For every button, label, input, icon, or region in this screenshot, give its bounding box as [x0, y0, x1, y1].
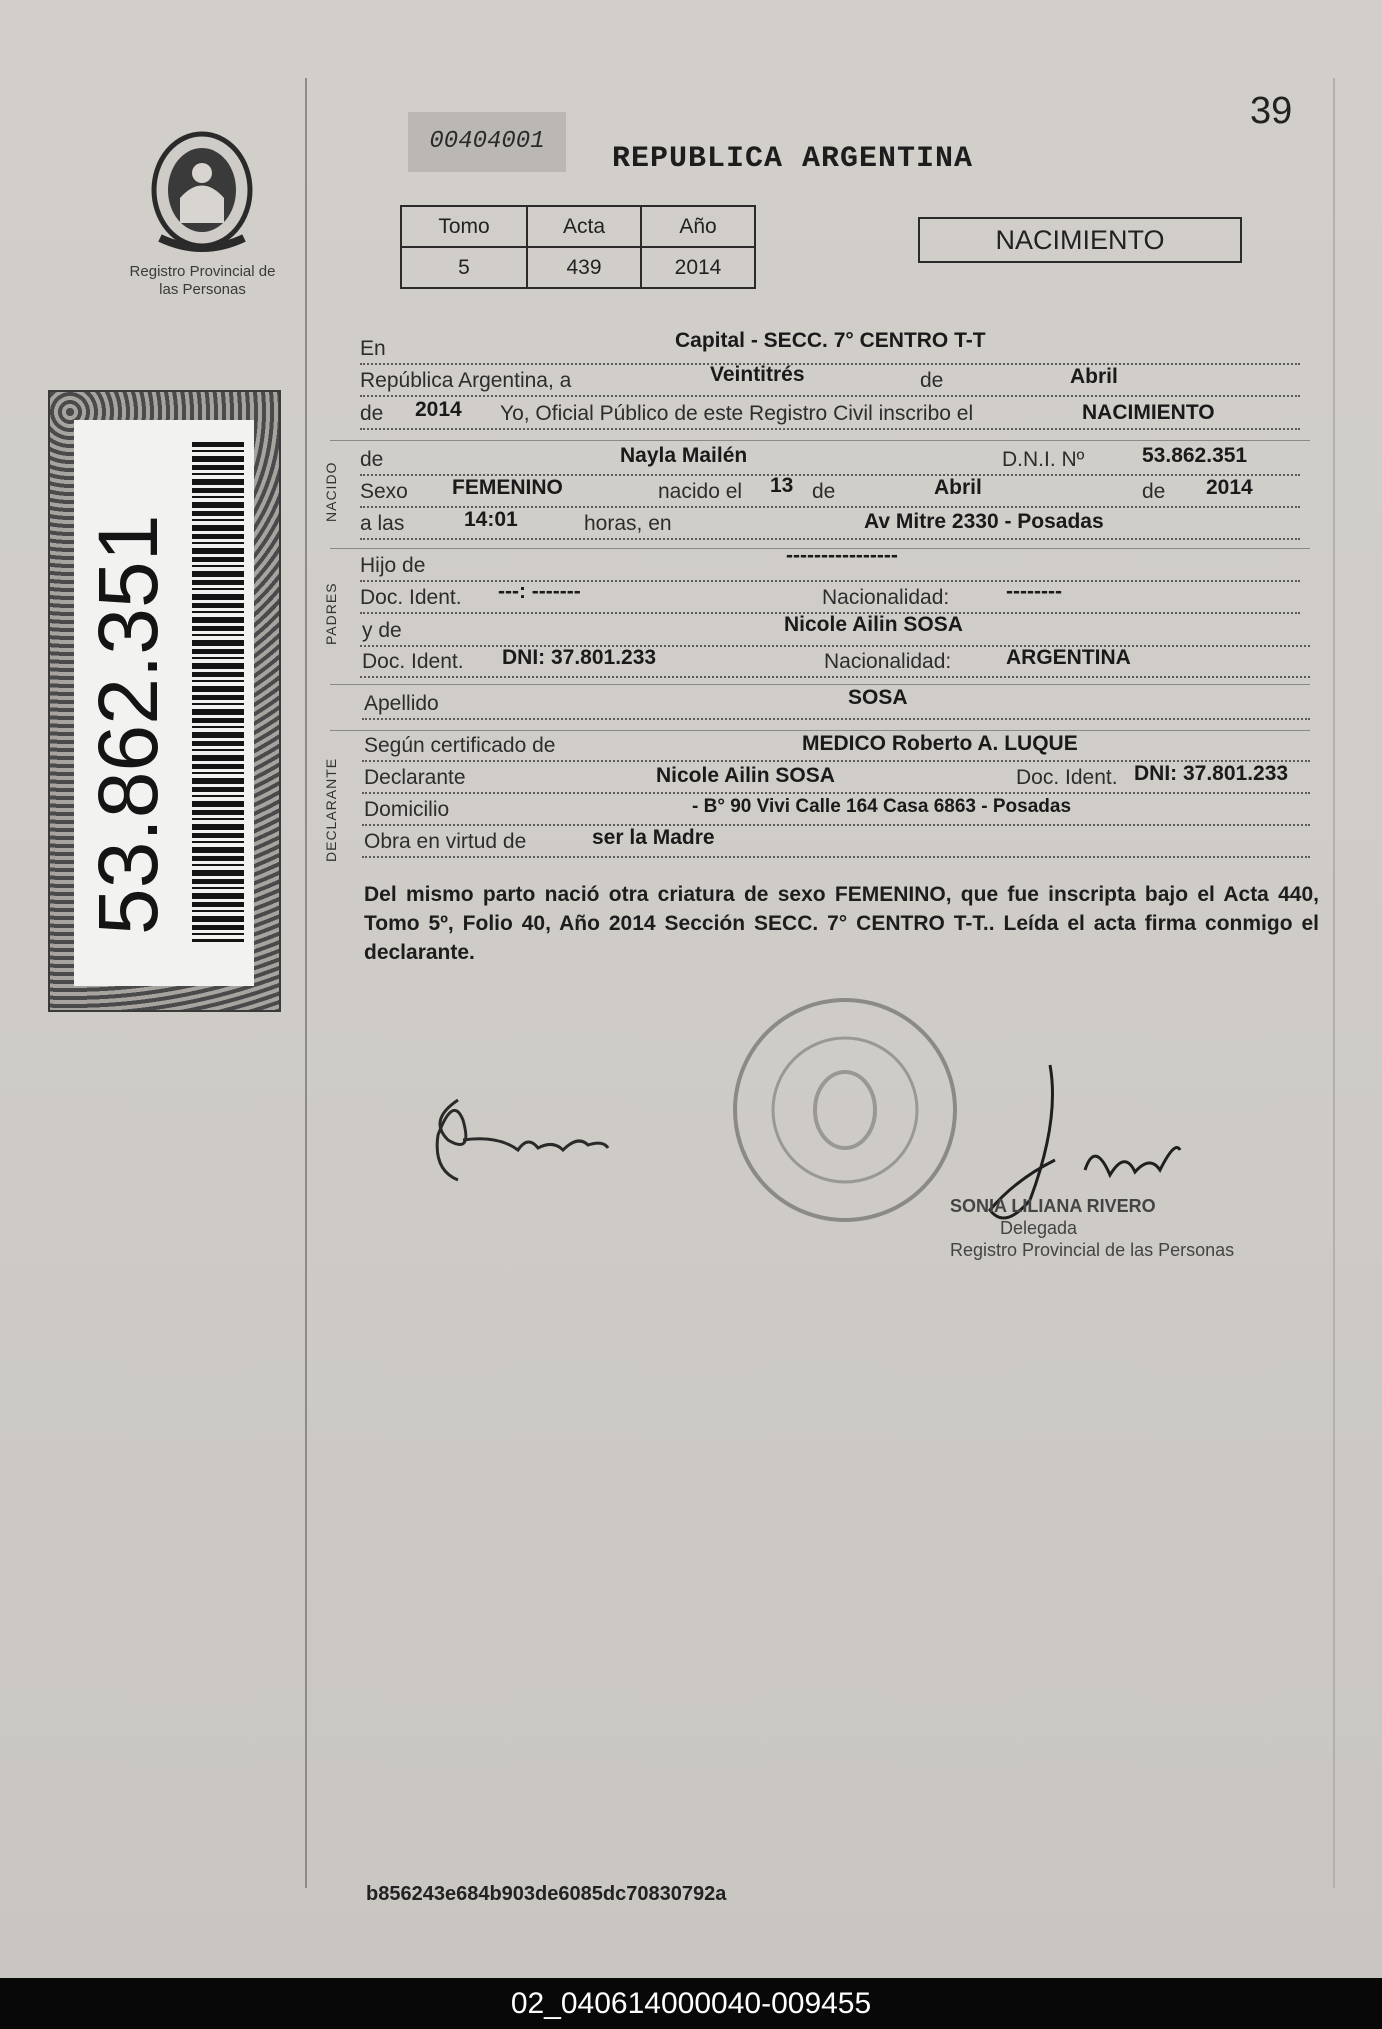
field-hijo-de — [360, 544, 1300, 582]
table-header-acta: Acta — [527, 206, 641, 247]
field-republica-label: República Argentina, a — [360, 369, 572, 392]
table-header-ano: Año — [641, 206, 755, 247]
field-decl-doc-label: Doc. Ident. — [1016, 766, 1118, 789]
field-obra-value: ser la Madre — [592, 826, 715, 849]
field-y-de-label: y de — [362, 619, 402, 642]
field-horas-label: horas, en — [584, 512, 672, 535]
field-decl-value: Nicole Ailin SOSA — [656, 764, 835, 787]
sticker-number: 53.862.351 — [81, 514, 175, 935]
field-time: 14:01 — [464, 508, 518, 531]
field-domicilio — [362, 796, 1310, 826]
page-number: 39 — [1250, 90, 1293, 132]
field-nac2-label: Nacionalidad: — [824, 650, 952, 673]
divider — [330, 730, 1310, 731]
divider — [330, 440, 1310, 441]
field-dni-value: 53.862.351 — [1142, 444, 1248, 467]
field-doc1-label: Doc. Ident. — [360, 586, 462, 609]
document-hash: b856243e684b903de6085dc70830792a — [366, 1883, 727, 1905]
section-label-declarante: DECLARANTE — [323, 757, 339, 862]
field-dom-value: - B° 90 Vivi Calle 164 Casa 6863 - Posadas — [692, 796, 1072, 817]
field-a-las-label: a las — [360, 512, 405, 535]
provincia-misiones-crest-icon — [140, 128, 265, 258]
field-dom-label: Domicilio — [364, 798, 450, 821]
field-day-value: Veintitrés — [710, 363, 805, 386]
field-place: Av Mitre 2330 - Posadas — [864, 510, 1104, 533]
field-hijo-de-label: Hijo de — [360, 554, 426, 577]
field-dni-label: D.N.I. Nº — [1002, 448, 1085, 471]
field-de-label-3: de — [1142, 480, 1166, 503]
field-inscribo-value: NACIMIENTO — [1082, 401, 1215, 424]
field-doc2-label: Doc. Ident. — [362, 650, 464, 673]
field-cert-label: Según certificado de — [364, 734, 556, 757]
field-sexo-label: Sexo — [360, 480, 408, 503]
field-certificado — [362, 732, 1310, 762]
stamp-line-1: SONIA LILIANA RIVERO — [950, 1196, 1156, 1216]
field-inscribo — [360, 400, 1300, 430]
serial-number: 00404001 — [408, 112, 566, 172]
field-doc1 — [360, 580, 1300, 614]
field-doc2-value: DNI: 37.801.233 — [502, 646, 657, 669]
field-de-label-2: de — [812, 480, 836, 503]
field-cert-value: MEDICO Roberto A. LUQUE — [802, 732, 1078, 755]
official-seal-icon — [725, 990, 965, 1230]
declarant-signature — [418, 1080, 618, 1190]
field-de2-label: de — [360, 402, 384, 425]
field-yo-label: Yo, Oficial Público de este Registro Civil inscribo el — [500, 402, 974, 425]
field-en — [360, 329, 1300, 365]
field-nacido-el-label: nacido el — [658, 480, 743, 503]
field-hora-lugar — [360, 510, 1300, 540]
field-apellido-value: SOSA — [848, 686, 908, 709]
field-sexo-value: FEMENINO — [452, 476, 563, 499]
field-nac1-label: Nacionalidad: — [822, 586, 950, 609]
field-doc2 — [360, 648, 1310, 678]
barcode-icon — [192, 442, 244, 942]
registry-caption: Registro Provincial de las Personas — [129, 263, 276, 298]
field-republica — [360, 363, 1300, 397]
field-y-de — [360, 613, 1310, 647]
field-day: 13 — [770, 474, 794, 497]
field-mother: Nicole Ailin SOSA — [784, 613, 963, 636]
field-nacido-name — [360, 446, 1300, 476]
table-cell-ano: 2014 — [641, 247, 755, 288]
field-obra-label: Obra en virtud de — [364, 830, 527, 853]
record-table — [400, 205, 756, 289]
field-apellido-label: Apellido — [364, 692, 439, 715]
official-stamp — [950, 1195, 1234, 1261]
field-decl-label: Declarante — [364, 766, 466, 789]
field-en-value: Capital - SECC. 7° CENTRO T-T — [675, 329, 986, 352]
field-nacido-name-value: Nayla Mailén — [620, 444, 748, 467]
field-year: 2014 — [1206, 476, 1253, 499]
field-obra — [362, 828, 1310, 858]
field-month-value: Abril — [1070, 365, 1118, 388]
record-type-box: NACIMIENTO — [918, 217, 1242, 263]
field-decl-doc-value: DNI: 37.801.233 — [1134, 762, 1289, 785]
table-cell-tomo: 5 — [401, 247, 527, 288]
section-label-padres: PADRES — [323, 582, 339, 645]
field-month: Abril — [934, 476, 982, 499]
field-apellido — [362, 686, 1310, 720]
divider — [330, 684, 1310, 685]
country-title: REPUBLICA ARGENTINA — [612, 142, 974, 176]
field-hijo-de-value: ---------------- — [786, 544, 898, 567]
field-year-value: 2014 — [415, 398, 462, 421]
footer-code: 02_040614000040-009455 — [0, 1978, 1382, 2029]
field-nac2-value: ARGENTINA — [1006, 646, 1131, 669]
table-cell-acta: 439 — [527, 247, 641, 288]
stamp-line-2: Delegada — [1000, 1218, 1078, 1238]
field-sexo — [360, 474, 1300, 508]
table-header-tomo: Tomo — [401, 206, 527, 247]
field-declarante — [362, 764, 1310, 794]
field-en-label: En — [360, 337, 386, 360]
section-label-nacido: NACIDO — [323, 461, 339, 522]
field-de-label: de — [920, 369, 944, 392]
field-doc1-value: ---: ------- — [498, 580, 581, 603]
observation-text: Del mismo parto nació otra criatura de sexo FEMENINO, que fue inscripta bajo el Acta 440, Tomo 5º, Folio 40, Año 2014 Sección SECC. 7° CENTRO T-T.. Leída el acta firma conmigo el declarante. — [364, 883, 1319, 964]
field-nac1-value: -------- — [1006, 580, 1062, 603]
stamp-line-3: Registro Provincial de las Personas — [950, 1240, 1235, 1260]
field-nacido-de-label: de — [360, 448, 384, 471]
